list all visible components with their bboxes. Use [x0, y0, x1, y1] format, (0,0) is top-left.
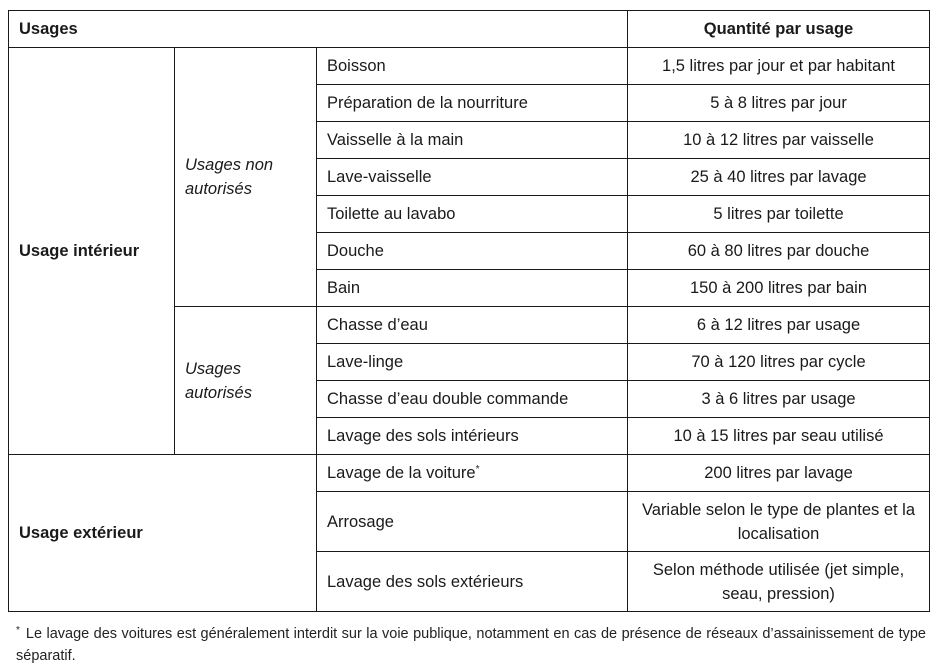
usage-cell: Préparation de la nourriture — [317, 85, 628, 122]
quantity-cell: 60 à 80 litres par douche — [628, 233, 930, 270]
usage-cell: Arrosage — [317, 492, 628, 552]
usage-cell — [317, 455, 628, 492]
water-usage-table — [8, 10, 930, 612]
quantity-cell: 10 à 12 litres par vaisselle — [628, 122, 930, 159]
quantity-cell: 6 à 12 litres par usage — [628, 307, 930, 344]
usage-cell: Chasse d’eau — [317, 307, 628, 344]
category-exterior: Usage extérieur — [9, 455, 317, 612]
usage-cell: Lave-linge — [317, 344, 628, 381]
subcategory-not-authorized: Usages non autorisés — [175, 48, 317, 307]
usage-cell: Lavage des sols extérieurs — [317, 552, 628, 612]
usage-cell: Boisson — [317, 48, 628, 85]
table-row — [9, 48, 930, 85]
usage-cell: Chasse d’eau double commande — [317, 381, 628, 418]
usage-cell: Lave-vaisselle — [317, 159, 628, 196]
category-interior: Usage intérieur — [9, 48, 175, 455]
table-header-row — [9, 11, 930, 48]
quantity-cell: 5 à 8 litres par jour — [628, 85, 930, 122]
quantity-cell: 25 à 40 litres par lavage — [628, 159, 930, 196]
header-quantity: Quantité par usage — [628, 11, 930, 48]
usage-cell: Bain — [317, 270, 628, 307]
footnote-marker: * — [16, 625, 20, 636]
usage-text: Lavage de la voiture — [327, 464, 476, 482]
quantity-cell: 5 litres par toilette — [628, 196, 930, 233]
usage-cell: Douche — [317, 233, 628, 270]
quantity-cell: Selon méthode utilisée (jet simple, seau, pression) — [628, 552, 930, 612]
header-usages: Usages — [9, 11, 628, 48]
quantity-cell: Variable selon le type de plantes et la localisation — [628, 492, 930, 552]
quantity-cell: 1,5 litres par jour et par habitant — [628, 48, 930, 85]
quantity-cell: 200 litres par lavage — [628, 455, 930, 492]
usage-cell: Lavage des sols intérieurs — [317, 418, 628, 455]
footnote-marker: * — [475, 464, 480, 475]
quantity-cell: 70 à 120 litres par cycle — [628, 344, 930, 381]
quantity-cell: 3 à 6 litres par usage — [628, 381, 930, 418]
quantity-cell: 10 à 15 litres par seau utilisé — [628, 418, 930, 455]
quantity-cell: 150 à 200 litres par bain — [628, 270, 930, 307]
table-row — [9, 455, 930, 492]
subcategory-authorized: Usages autorisés — [175, 307, 317, 455]
footnote — [16, 620, 926, 667]
usage-cell: Toilette au lavabo — [317, 196, 628, 233]
footnote-text: Le lavage des voitures est généralement interdit sur la voie publique, notamment en cas de présence de réseaux d’assainissement de type séparatif. — [16, 626, 926, 664]
usage-cell: Vaisselle à la main — [317, 122, 628, 159]
